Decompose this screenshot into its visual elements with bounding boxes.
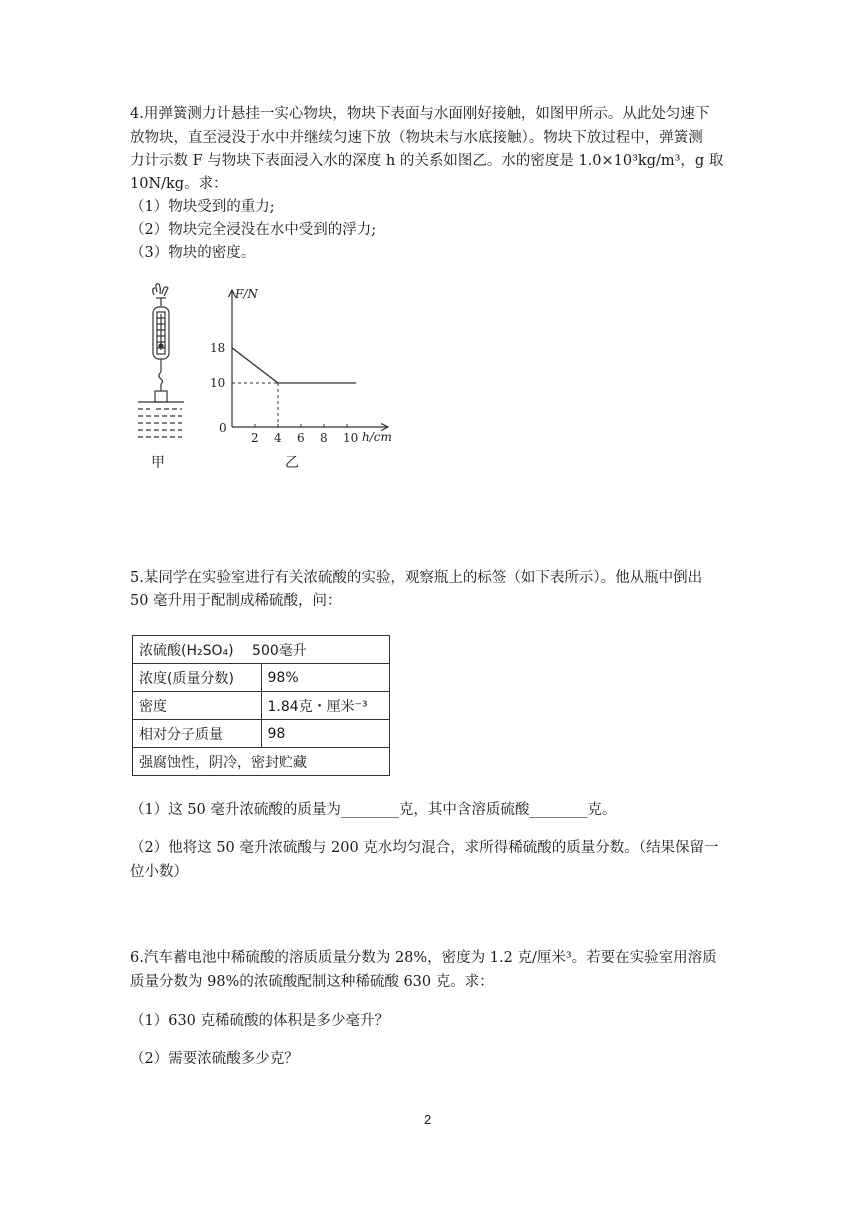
table-cell-concentration-value: 98% (261, 664, 390, 692)
q6-line-1: 6.汽车蓄电池中稀硫酸的溶质质量分数为 28%，密度为 1.2 克/厘米³。若要在实验室用溶质 (130, 950, 717, 966)
acid-label-table (132, 635, 390, 776)
table-cell-molar-mass-value: 98 (261, 720, 390, 748)
q4-line-2: 放物块，直至浸没于水中并继续匀速下放（物块未与水底接触）。物块下放过程中，弹簧测 (130, 130, 703, 146)
q4-line-3: 力计示数 F 与物块下表面浸入水的深度 h 的关系如图乙。水的密度是 1.0×10³kg/m³，g 取 (130, 153, 724, 169)
q5-sub-2-line-1: （2）他将这 50 毫升浓硫酸与 200 克水均匀混合，求所得稀硫酸的质量分数。（结果保留一 (130, 840, 719, 856)
y-tick-label: 18 (210, 340, 226, 355)
figure-jia-label: 甲 (151, 455, 165, 471)
q5-line-2: 50 毫升用于配制成稀硫酸，问： (130, 593, 342, 609)
x-tick-label: 6 (297, 431, 305, 445)
table-row-warning: 强腐蚀性，阴冷，密封贮藏 (133, 748, 390, 776)
force-depth-line (232, 348, 356, 383)
q5-line-1: 5.某同学在实验室进行有关浓硫酸的实验，观察瓶上的标签（如下表所示）。他从瓶中倒出 (130, 570, 703, 586)
y-axis-label: F/N (235, 287, 258, 301)
q5-sub-1: （1）这 50 毫升浓硫酸的质量为________克，其中含溶质硫酸________克。 (130, 802, 617, 818)
q4-sub-3: （3）物块的密度。 (130, 245, 256, 261)
q5-sub-2-line-2: 位小数） (130, 864, 188, 880)
q6-sub-1: （1）630 克稀硫酸的体积是多少毫升？ (130, 1013, 390, 1029)
q4-line-4: 10N/kg。求： (130, 176, 228, 192)
force-depth-graph (205, 280, 405, 450)
q4-sub-1: （1）物块受到的重力; (130, 199, 275, 215)
table-cell-concentration-label: 浓度(质量分数) (133, 664, 262, 692)
x-tick-label: 4 (274, 431, 282, 445)
table-cell-density-value: 1.84克・厘米⁻³ (261, 692, 390, 720)
table-cell-density-label: 密度 (133, 692, 262, 720)
q4-line-1: 4.用弹簧测力计悬挂一实心物块，物块下表面与水面刚好接触，如图甲所示。从此处匀速下 (130, 106, 710, 122)
x-axis-label: h/cm (362, 430, 392, 444)
x-tick-label: 10 (343, 431, 359, 445)
q4-sub-2: （2）物块完全浸没在水中受到的浮力; (130, 222, 377, 238)
x-tick-label: 2 (251, 431, 259, 445)
page-number: 2 (424, 1112, 432, 1127)
spring-scale-figure (130, 280, 190, 475)
y-tick-label: 10 (210, 376, 226, 390)
q6-line-2: 质量分数为 98%的浓硫酸配制这种稀硫酸 630 克。求： (130, 974, 494, 990)
q6-sub-2: （2）需要浓硫酸多少克？ (130, 1051, 299, 1067)
table-cell-molar-mass-label: 相对分子质量 (133, 720, 262, 748)
origin-label: 0 (219, 421, 227, 435)
figure-yi-label: 乙 (285, 455, 299, 471)
table-row-name: 浓硫酸(H₂SO₄) 500毫升 (133, 636, 390, 664)
x-tick-label: 8 (320, 431, 328, 445)
